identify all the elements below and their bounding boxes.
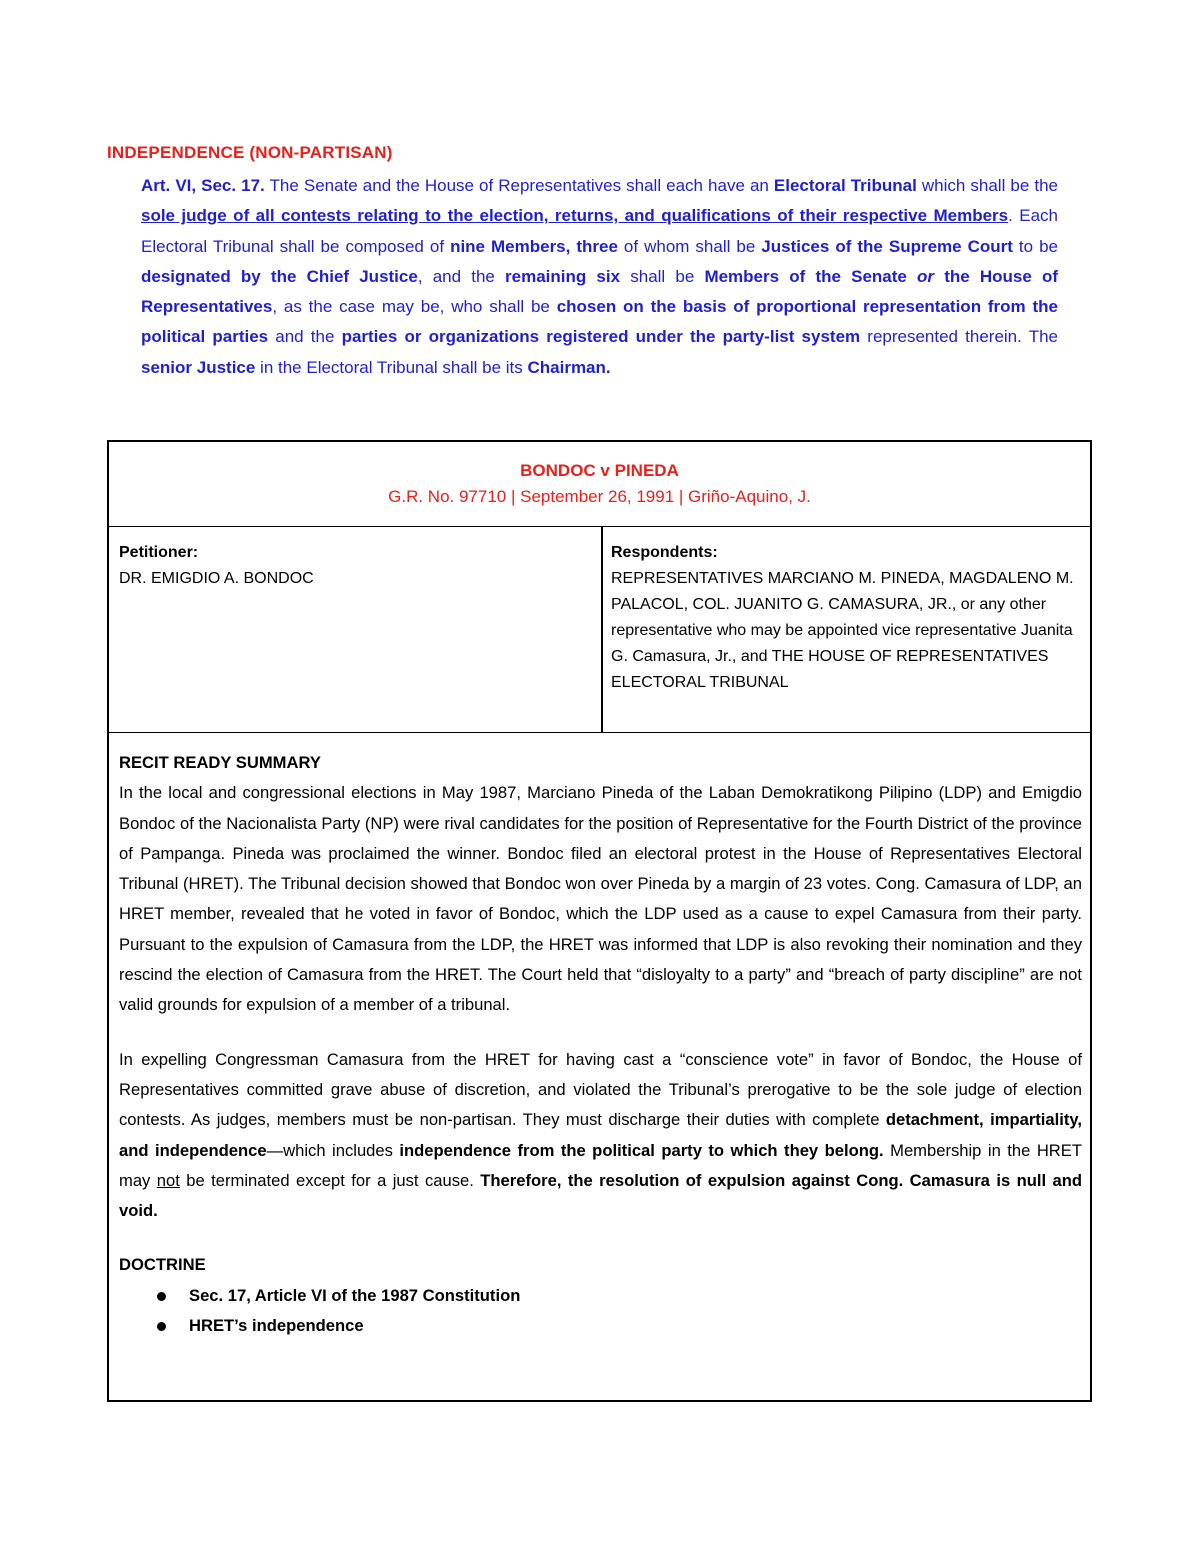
- petitioner-label: Petitioner:: [119, 544, 199, 561]
- parties-row: [109, 526, 1090, 733]
- respondents-cell: [611, 540, 1086, 696]
- petitioner-name: DR. EMIGDIO A. BONDOC: [119, 570, 314, 587]
- case-title-row: [109, 442, 1090, 527]
- section-heading: INDEPENDENCE (NON-PARTISAN): [107, 143, 393, 162]
- respondents-label: Respondents:: [611, 544, 718, 561]
- doctrine-title: DOCTRINE: [119, 1255, 206, 1275]
- summary-paragraph-2: In expelling Congressman Camasura from the HRET for having cast a “conscience vote” in favor of Bondoc, the House of Representatives committed grave abuse of discretion, and violated the Tribunal’s prerogative to be the sole judge of election contests. As judges, members must be non-partisan. They must discharge their duties with complete detachment, impartiality, and independence—which includes independence from the political party to which they belong. Membership in the HRET may not be terminated except for a just cause. Therefore, the resolution of expulsion against Cong. Camasura is null and void.: [119, 1049, 1083, 1221]
- column-divider: [601, 526, 603, 732]
- case-citation: G.R. No. 97710 | September 26, 1991 | Griño-Aquino, J.: [388, 487, 811, 506]
- petitioner-cell: [119, 540, 589, 592]
- summary-cell: [119, 748, 1082, 1341]
- doctrine-item: HRET’s independence: [119, 1311, 1082, 1341]
- article-underlined-phrase: sole judge of all contests relating to the election, returns, and qualifications of their respective Members: [141, 206, 1009, 226]
- doctrine-list: [119, 1281, 1082, 1342]
- summary-conclusion: Therefore, the resolution of expulsion against Cong. Camasura is null and void.: [119, 1170, 1083, 1221]
- respondents-names: REPRESENTATIVES MARCIANO M. PINEDA, MAGDALENO M. PALACOL, COL. JUANITO G. CAMASURA, JR., or any other representative who may be appointed vice representative Juanita G. Camasura, Jr., and THE HOUSE OF REPRESENTATIVES ELECTORAL TRIBUNAL: [611, 570, 1074, 691]
- case-digest-table: [107, 440, 1092, 1402]
- article-ref: Art. VI, Sec. 17.: [141, 176, 265, 195]
- bullet-icon: [157, 1322, 166, 1331]
- bullet-icon: [157, 1292, 166, 1301]
- summary-paragraph-1: In the local and congressional elections in May 1987, Marciano Pineda of the Laban Demokratikong Pilipino (LDP) and Emigdio Bondoc of the Nacionalista Party (NP) were rival candidates for the position of Representative for the Fourth District of the province of Pampanga. Pineda was proclaimed the winner. Bondoc filed an electoral protest in the House of Representatives Electoral Tribunal (HRET). The Tribunal decision showed that Bondoc won over Pineda by a margin of 23 votes. Cong. Camasura of LDP, an HRET member, revealed that he voted in favor of Bondoc, which the LDP used as a cause to expel Camasura from their party. Pursuant to the expulsion of Camasura from the LDP, the HRET was informed that LDP is also revoking their nomination and they rescind the election of Camasura from the HRET. The Court held that “disloyalty to a party” and “breach of party discipline” are not valid grounds for expulsion of a member of a tribunal.: [119, 783, 1082, 1015]
- case-title: BONDOC v PINEDA: [520, 461, 679, 480]
- doctrine-item: Sec. 17, Article VI of the 1987 Constitution: [119, 1281, 1082, 1311]
- article-text: Art. VI, Sec. 17. The Senate and the House of Representatives shall each have an Electoral Tribunal which shall be the sole judge of all contests relating to the election, returns, and qualifications of their respective Members. Each Electoral Tribunal shall be composed of nine Members, three of whom shall be Justices of the Supreme Court to be designated by the Chief Justice, and the remaining six shall be Members of the Senate or the House of Representatives, as the case may be, who shall be chosen on the basis of proportional representation from the political parties and the parties or organizations registered under the party-list system represented therein. The senior Justice in the Electoral Tribunal shall be its Chairman.: [141, 176, 1059, 377]
- summary-title: RECIT READY SUMMARY: [119, 753, 321, 772]
